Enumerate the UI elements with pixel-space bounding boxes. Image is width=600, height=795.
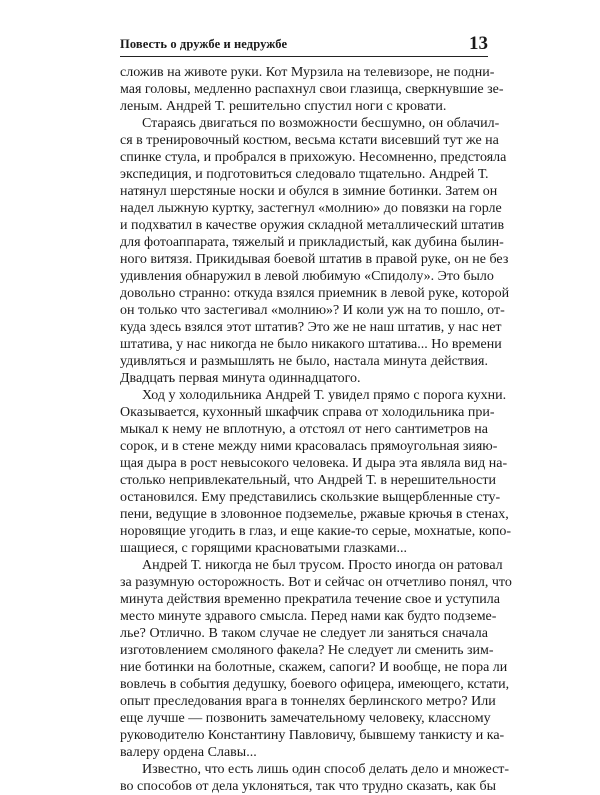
text-line: норовящие угодить в глаз, и еще какие-то серые, мохнатые, копо-	[120, 524, 511, 539]
text-line: изготовлением смоляного факела? Не следует ли сменить зим-	[120, 643, 494, 658]
text-line: сложив на животе руки. Кот Мурзила на телевизоре, не подни-	[120, 65, 495, 80]
text-line: штатива, у нас никогда не было никакого штатива... Но времени	[120, 337, 502, 352]
text-line: леным. Андрей Т. решительно спустил ноги с кровати.	[120, 99, 447, 114]
text-line: и подхватил в качестве оружия складной металлический штатив	[120, 218, 505, 233]
text-line: Известно, что есть лишь один способ делать дело и множест-	[142, 762, 510, 777]
body-text	[120, 64, 512, 795]
text-line: спинке стула, и пробрался в прихожую. Несомненно, предстояла	[120, 150, 507, 165]
text-line: надел лыжную куртку, застегнул «молнию» до повязки на горле	[120, 201, 502, 216]
text-line: натянул шерстяные носки и обулся в зимние ботинки. Затем он	[120, 184, 498, 199]
text-line: ного витязя. Прикидывая боевой штатив в правой руке, он не без	[120, 252, 509, 267]
running-head	[120, 32, 488, 57]
text-line: экспедиция, и подготовиться следовало тщательно. Андрей Т.	[120, 167, 489, 182]
text-line: лье? Отлично. В таком случае не следует ли заняться сначала	[120, 626, 488, 641]
text-line: пени, ведущие в зловонное подземелье, ржавые крючья в стенах,	[120, 507, 509, 522]
text-line: минута действия временно прекратила течение свое и уступила	[120, 592, 500, 607]
running-head-title: Повесть о дружбе и недружбе	[120, 37, 288, 51]
text-line: вовлечь в события дедушку, боевого офицера, имеющего, кстати,	[120, 677, 510, 692]
text-line: сорок, и в стене между ними красовалась прямоугольная зияю-	[120, 439, 498, 454]
text-line: Оказывается, кухонный шкафчик справа от холодильника при-	[120, 405, 495, 420]
text-line: ние ботинки на болотные, скажем, сапоги? И вообще, не пора ли	[120, 660, 508, 675]
text-line: валеру ордена Славы...	[120, 745, 257, 760]
text-line: куда здесь взялся этот штатив? Это же не наш штатив, у нас нет	[120, 320, 502, 335]
text-line: остановился. Ему представились скользкие выщербленные сту-	[120, 490, 501, 505]
text-line: ся в тренировочный костюм, весьма кстати висевший тут же на	[120, 133, 499, 148]
text-line: опыт преследования врага в тоннелях берлинского метро? Или	[120, 694, 496, 709]
text-line: удивляться и размышлять не было, настала минута действия.	[120, 354, 488, 369]
text-line: место минуте здравого смысла. Перед нами как будто подземе-	[120, 609, 497, 624]
text-line: Андрей Т. никогда не был трусом. Просто иногда он ратовал	[142, 558, 503, 573]
text-line: довольно странно: откуда взялся приемник в левой руке, которой	[120, 286, 510, 301]
text-line: мая головы, медленно распахнул свои глазища, сверкнувшие зе-	[120, 82, 504, 97]
text-line: за разумную осторожность. Вот и сейчас он отчетливо понял, что	[120, 575, 512, 590]
text-line: Ход у холодильника Андрей Т. увидел прямо с порога кухни.	[142, 388, 507, 403]
text-line: руководителю Константину Павловичу, бывшему танкисту и ка-	[120, 728, 505, 743]
text-line: удивления обнаружил в левой любимую «Спидолу». Это было	[120, 269, 494, 284]
text-line: шащиеся, с горящими красноватыми глазками...	[120, 541, 407, 556]
text-line: Стараясь двигаться по возможности бесшумно, он облачил-	[142, 116, 500, 131]
page-number: 13	[469, 33, 488, 54]
text-line: щая дыра в рост невысокого человека. И дыра эта являла вид на-	[120, 456, 508, 471]
text-line: для фотоаппарата, тяжелый и прикладистый, как дубина былин-	[120, 235, 504, 250]
text-line: во способов от дела уклоняться, так что трудно сказать, как бы	[120, 779, 497, 794]
text-line: столько непривлекательный, что Андрей Т. в нерешительности	[120, 473, 497, 488]
text-line: он только что застегивал «молнию»? И коли уж на то пошло, от-	[120, 303, 505, 318]
text-line: Двадцать первая минута одиннадцатого.	[120, 371, 361, 386]
text-line: мыкал к нему не вплотную, а отстоял от него сантиметров на	[120, 422, 488, 437]
text-line: еще лучше — позвонить замечательному человеку, классному	[120, 711, 491, 726]
